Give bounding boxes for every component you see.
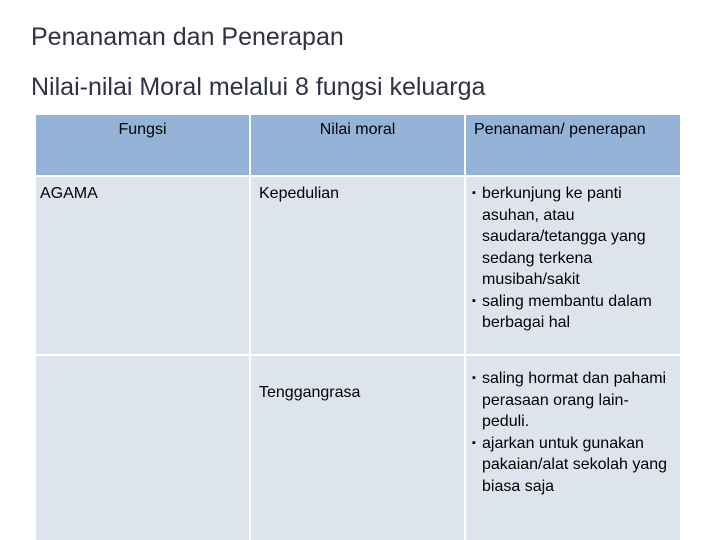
square-bullet-icon: ▪ bbox=[472, 294, 476, 307]
list-item bbox=[472, 433, 676, 498]
table-row bbox=[35, 176, 681, 355]
table-row bbox=[35, 355, 681, 540]
cell-penerapan bbox=[465, 176, 681, 355]
slide-subtitle: Nilai-nilai Moral melalui 8 fungsi keluarga bbox=[31, 73, 486, 101]
cell-nilai-moral: Kepedulian bbox=[250, 176, 465, 355]
square-bullet-icon: ▪ bbox=[472, 436, 476, 449]
list-item-text: saling hormat dan pahami perasaan orang lain- peduli. bbox=[482, 370, 667, 430]
square-bullet-icon: ▪ bbox=[472, 187, 476, 199]
header-nilai-moral: Nilai moral bbox=[250, 114, 465, 176]
cell-fungsi bbox=[35, 355, 250, 540]
cell-fungsi: AGAMA bbox=[35, 176, 250, 355]
slide-title: Penanaman dan Penerapan bbox=[31, 23, 344, 51]
list-item bbox=[472, 368, 676, 433]
list-item bbox=[472, 183, 676, 291]
header-penerapan: Penanaman/ penerapan bbox=[465, 114, 681, 176]
cell-nilai-moral: Tenggangrasa bbox=[250, 355, 465, 540]
header-fungsi: Fungsi bbox=[35, 114, 250, 176]
moral-values-table bbox=[34, 113, 682, 540]
list-item-text: berkunjung ke panti asuhan, atau saudara/tetangga yang sedang terkena musibah/sakit bbox=[482, 185, 646, 288]
cell-penerapan bbox=[465, 355, 681, 540]
table-header-row bbox=[35, 114, 681, 176]
square-bullet-icon: ▪ bbox=[472, 372, 476, 384]
list-item-text: ajarkan untuk gunakan pakaian/alat sekolah yang biasa saja bbox=[482, 434, 668, 495]
list-item-text: saling membantu dalam berbagai hal bbox=[482, 292, 652, 331]
list-item bbox=[472, 291, 676, 334]
